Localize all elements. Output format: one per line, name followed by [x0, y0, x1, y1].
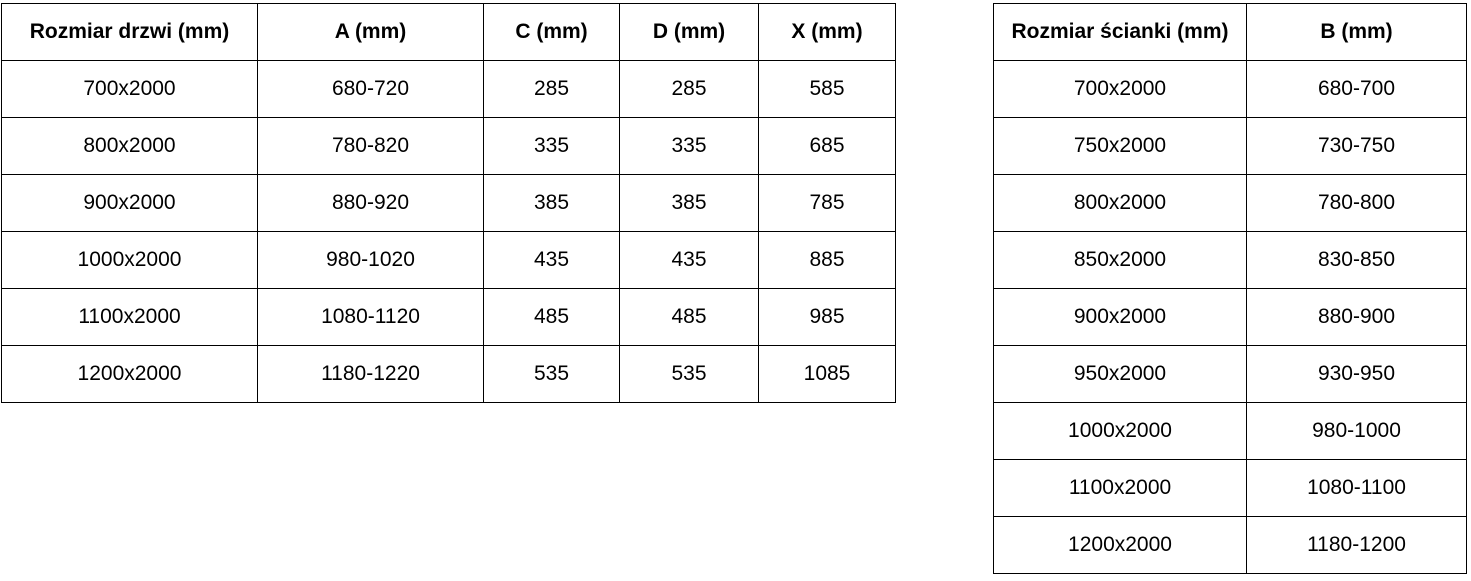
table-cell: 535	[620, 346, 759, 403]
table-cell: 680-720	[258, 61, 484, 118]
table-row	[994, 346, 1467, 403]
table-cell: 435	[620, 232, 759, 289]
table-cell: 385	[484, 175, 620, 232]
table-row	[2, 175, 896, 232]
table-cell: 800x2000	[2, 118, 258, 175]
column-header: Rozmiar drzwi (mm)	[2, 4, 258, 61]
table-cell: 980-1020	[258, 232, 484, 289]
table-cell: 885	[759, 232, 896, 289]
table-row	[994, 175, 1467, 232]
table-cell: 880-900	[1247, 289, 1467, 346]
table-cell: 780-820	[258, 118, 484, 175]
table-cell: 930-950	[1247, 346, 1467, 403]
table-row	[994, 289, 1467, 346]
column-header: C (mm)	[484, 4, 620, 61]
table-cell: 1200x2000	[994, 517, 1247, 574]
table-cell: 900x2000	[2, 175, 258, 232]
table-cell: 780-800	[1247, 175, 1467, 232]
column-header: Rozmiar ścianki (mm)	[994, 4, 1247, 61]
wall-panel-size-table	[993, 3, 1467, 574]
table-row	[994, 61, 1467, 118]
column-header: B (mm)	[1247, 4, 1467, 61]
table-cell: 1100x2000	[994, 460, 1247, 517]
table-cell: 800x2000	[994, 175, 1247, 232]
table-cell: 385	[620, 175, 759, 232]
table-cell: 700x2000	[994, 61, 1247, 118]
table-row	[994, 517, 1467, 574]
table-cell: 880-920	[258, 175, 484, 232]
table-cell: 335	[484, 118, 620, 175]
table-cell: 1180-1220	[258, 346, 484, 403]
table-cell: 900x2000	[994, 289, 1247, 346]
table-row	[2, 118, 896, 175]
table-row	[2, 232, 896, 289]
table-cell: 485	[620, 289, 759, 346]
table-cell: 585	[759, 61, 896, 118]
table-cell: 335	[620, 118, 759, 175]
table-row	[994, 460, 1467, 517]
table-cell: 750x2000	[994, 118, 1247, 175]
table-cell: 1085	[759, 346, 896, 403]
column-header: X (mm)	[759, 4, 896, 61]
table-cell: 1080-1120	[258, 289, 484, 346]
table-cell: 285	[484, 61, 620, 118]
column-header: A (mm)	[258, 4, 484, 61]
table-cell: 950x2000	[994, 346, 1247, 403]
table-cell: 680-700	[1247, 61, 1467, 118]
table-cell: 730-750	[1247, 118, 1467, 175]
table-row	[2, 61, 896, 118]
table-cell: 1100x2000	[2, 289, 258, 346]
table-cell: 1180-1200	[1247, 517, 1467, 574]
header-row	[2, 4, 896, 61]
table-cell: 850x2000	[994, 232, 1247, 289]
table-cell: 535	[484, 346, 620, 403]
table-row	[2, 346, 896, 403]
table-cell: 830-850	[1247, 232, 1467, 289]
table-cell: 435	[484, 232, 620, 289]
table-row	[2, 289, 896, 346]
table-row	[994, 118, 1467, 175]
table-cell: 485	[484, 289, 620, 346]
table-cell: 1000x2000	[2, 232, 258, 289]
table-cell: 1080-1100	[1247, 460, 1467, 517]
table-cell: 985	[759, 289, 896, 346]
table-row	[994, 232, 1467, 289]
column-header: D (mm)	[620, 4, 759, 61]
table-cell: 1000x2000	[994, 403, 1247, 460]
table-cell: 785	[759, 175, 896, 232]
table-cell: 980-1000	[1247, 403, 1467, 460]
table-cell: 1200x2000	[2, 346, 258, 403]
door-size-table	[1, 3, 896, 403]
header-row	[994, 4, 1467, 61]
table-cell: 285	[620, 61, 759, 118]
table-row	[994, 403, 1467, 460]
table-cell: 700x2000	[2, 61, 258, 118]
table-cell: 685	[759, 118, 896, 175]
